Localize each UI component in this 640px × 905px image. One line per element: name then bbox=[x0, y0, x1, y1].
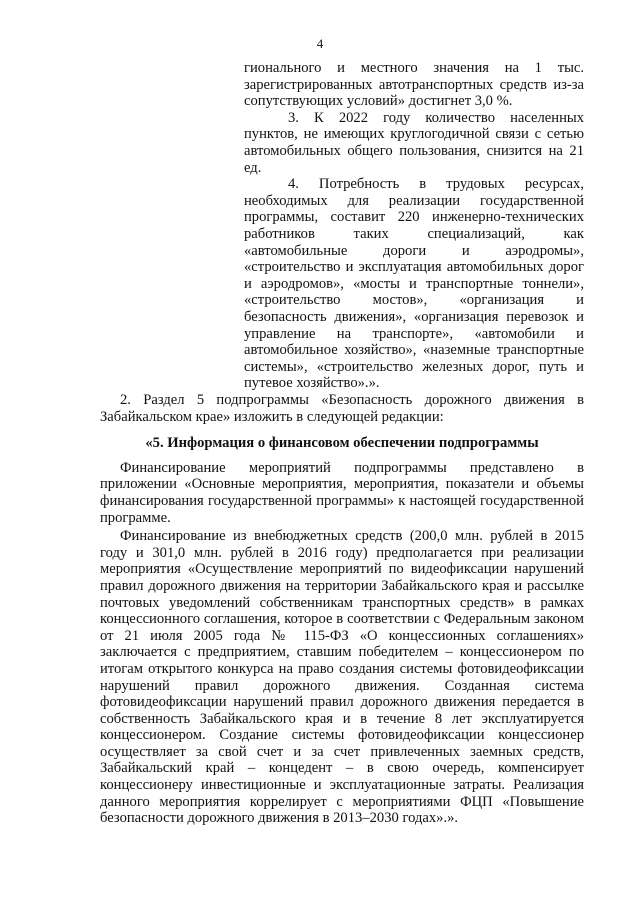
main-text bbox=[100, 392, 584, 827]
continued-list-column bbox=[244, 60, 584, 392]
paragraph-extrabudgetary: Финансирование из внебюджетных средств (200,0 млн. рублей в 2015 году и 301,0 млн. рублей в 2016 году) предполагается при реализации мероприятия «Осуществление мероприятий по видеофиксации нарушений правил дорожного движения на территории Забайкальского края и рассылке почтовых уведомлений собственникам транспортных средств» в рамках концессионного соглашения, которое в соответствии с Федеральным законом от 21 июля 2005 года № 115-ФЗ «О концессионных соглашениях» заключается с предприятием, ставшим победителем – концессионером по итогам открытого конкурса на право создания системы фотовидеофиксации нарушений правил дорожного движения. Созданная система фотовидеофиксации нарушений правил дорожного движения передается в собственность Забайкальского края и в течение 8 лет эксплуатируется концессионером. Создание системы фотовидеофиксации концессионер осуществляет за свой счет и за счет привлеченных заемных средств, Забайкальский край – концедент – в свою очередь, компенсирует концессионеру инвестиционные и эксплуатационные затраты. Реализация данного мероприятия коррелирует с мероприятиями ФЦП «Повышение безопасности дорожного движения в 2013–2030 годах».». bbox=[100, 528, 584, 827]
list-item-3: 3. К 2022 году количество населенных пунктов, не имеющих круглогодичной связи с сетью автомобильных общего пользования, снизится на 21 ед. bbox=[244, 109, 584, 176]
item-3-continuation: гионального и местного значения на 1 тыс. зарегистрированных автотранспортных средств из-за сопутствующих условий» достигнет 3,0 %. bbox=[244, 60, 584, 110]
paragraph-financing: Финансирование мероприятий подпрограммы представлено в приложении «Основные мероприятия, мероприятия, показатели и объемы финансирования государственной программы» к настоящей государственной программе. bbox=[100, 459, 584, 526]
section-heading: «5. Информация о финансовом обеспечении подпрограммы bbox=[145, 435, 539, 452]
section-intro: 2. Раздел 5 подпрограммы «Безопасность дорожного движения в Забайкальском крае» изложить в следующей редакции: bbox=[100, 392, 584, 425]
page-number: 4 bbox=[316, 36, 324, 51]
list-item-4: 4. Потребность в трудовых ресурсах, необходимых для реализации государственной программы, составит 220 инженерно-технических работников таких специализаций, как «автомобильные дороги и аэродромы», «строительство и эксплуатация автомобильных дорог и аэродромов», «мосты и транспортные тоннели», «строительство мостов», «организация и безопасность движения», «организация перевозок и управление на транспорте», «автомобили и автомобильное хозяйство», «наземные транспортные системы», «строительство железных дорог, путь и путевое хозяйство».». bbox=[244, 176, 584, 392]
